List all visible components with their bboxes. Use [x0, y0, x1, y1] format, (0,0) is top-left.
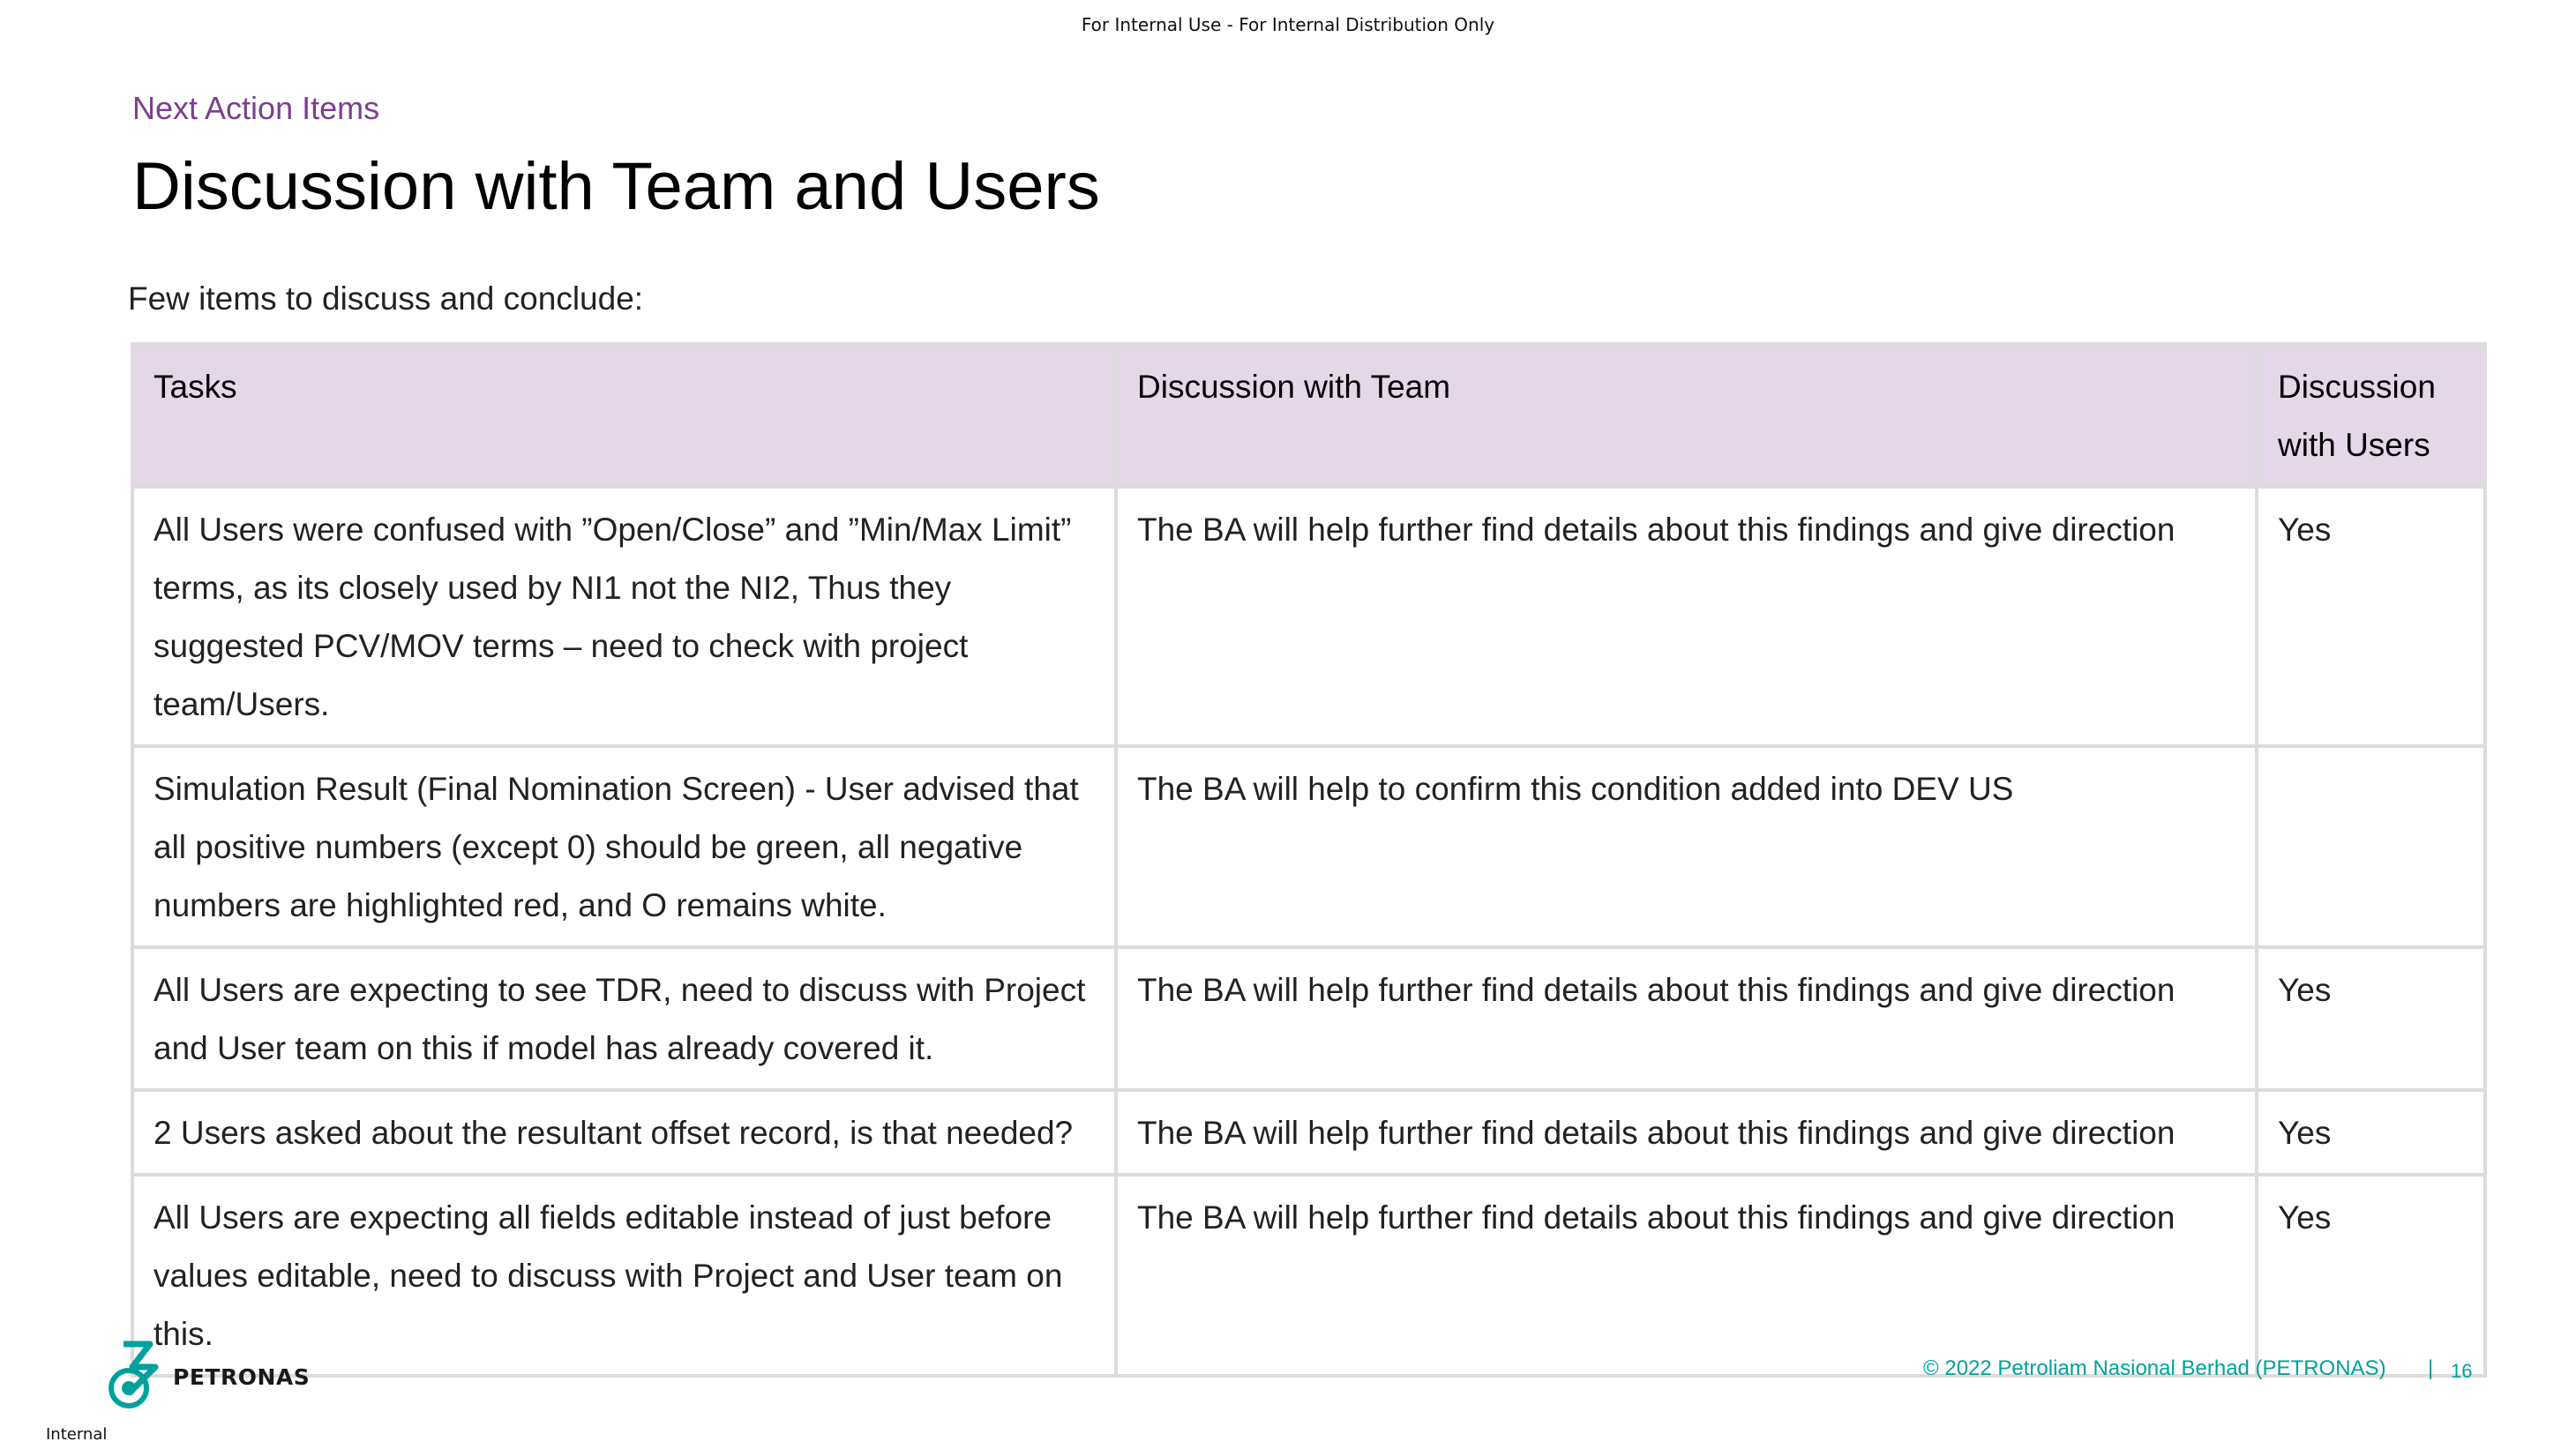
- team-discussion-cell: The BA will help further find details about this findings and give direction: [1116, 487, 2257, 746]
- users-discussion-cell: [2257, 746, 2485, 947]
- table-row: [132, 947, 2485, 1090]
- task-cell: All Users were confused with ”Open/Close” and ”Min/Max Limit” terms, as its closely used by NI1 not the NI2, Thus they suggested PCV/MOV terms – need to check with project team/Users.: [132, 487, 1116, 746]
- users-discussion-cell: Yes: [2257, 1175, 2485, 1376]
- petronas-logo-icon: [106, 1341, 161, 1414]
- task-cell: All Users are expecting all fields editable instead of just before values editable, need to discuss with Project and User team on this.: [132, 1175, 1116, 1376]
- task-cell: All Users are expecting to see TDR, need to discuss with Project and User team on this if model has already covered it.: [132, 947, 1116, 1090]
- page-title: Discussion with Team and Users: [132, 149, 1100, 224]
- team-discussion-cell: The BA will help to confirm this condition added into DEV US: [1116, 746, 2257, 947]
- column-header-users: Discussion with Users: [2257, 344, 2485, 487]
- action-items-table: [131, 342, 2487, 1378]
- classification-label: For Internal Use - For Internal Distribution Only: [1081, 14, 1495, 35]
- task-cell: Simulation Result (Final Nomination Screen) - User advised that all positive numbers (except 0) should be green, all negative numbers are highlighted red, and O remains white.: [132, 746, 1116, 947]
- table-row: [132, 746, 2485, 947]
- team-discussion-cell: The BA will help further find details about this findings and give direction: [1116, 947, 2257, 1090]
- table-row: [132, 1175, 2485, 1376]
- petronas-logo: [106, 1341, 310, 1414]
- page-number: 16: [2451, 1360, 2473, 1382]
- copyright-text: © 2022 Petroliam Nasional Berhad (PETRONAS): [1923, 1356, 2386, 1380]
- table-header-row: [132, 344, 2485, 487]
- column-header-tasks: Tasks: [132, 344, 1116, 487]
- team-discussion-cell: The BA will help further find details about this findings and give direction: [1116, 1175, 2257, 1376]
- intro-text: Few items to discuss and conclude:: [128, 280, 644, 317]
- slide-subtitle: Next Action Items: [132, 90, 380, 126]
- users-discussion-cell: Yes: [2257, 487, 2485, 746]
- table-row: [132, 1090, 2485, 1175]
- column-header-team: Discussion with Team: [1116, 344, 2257, 487]
- page-number-separator: |: [2428, 1356, 2434, 1380]
- users-discussion-cell: Yes: [2257, 947, 2485, 1090]
- logo-wordmark: PETRONAS: [173, 1364, 311, 1390]
- users-discussion-cell: Yes: [2257, 1090, 2485, 1175]
- table-row: [132, 487, 2485, 746]
- internal-label: Internal: [46, 1425, 108, 1444]
- task-cell: 2 Users asked about the resultant offset record, is that needed?: [132, 1090, 1116, 1175]
- team-discussion-cell: The BA will help further find details about this findings and give direction: [1116, 1090, 2257, 1175]
